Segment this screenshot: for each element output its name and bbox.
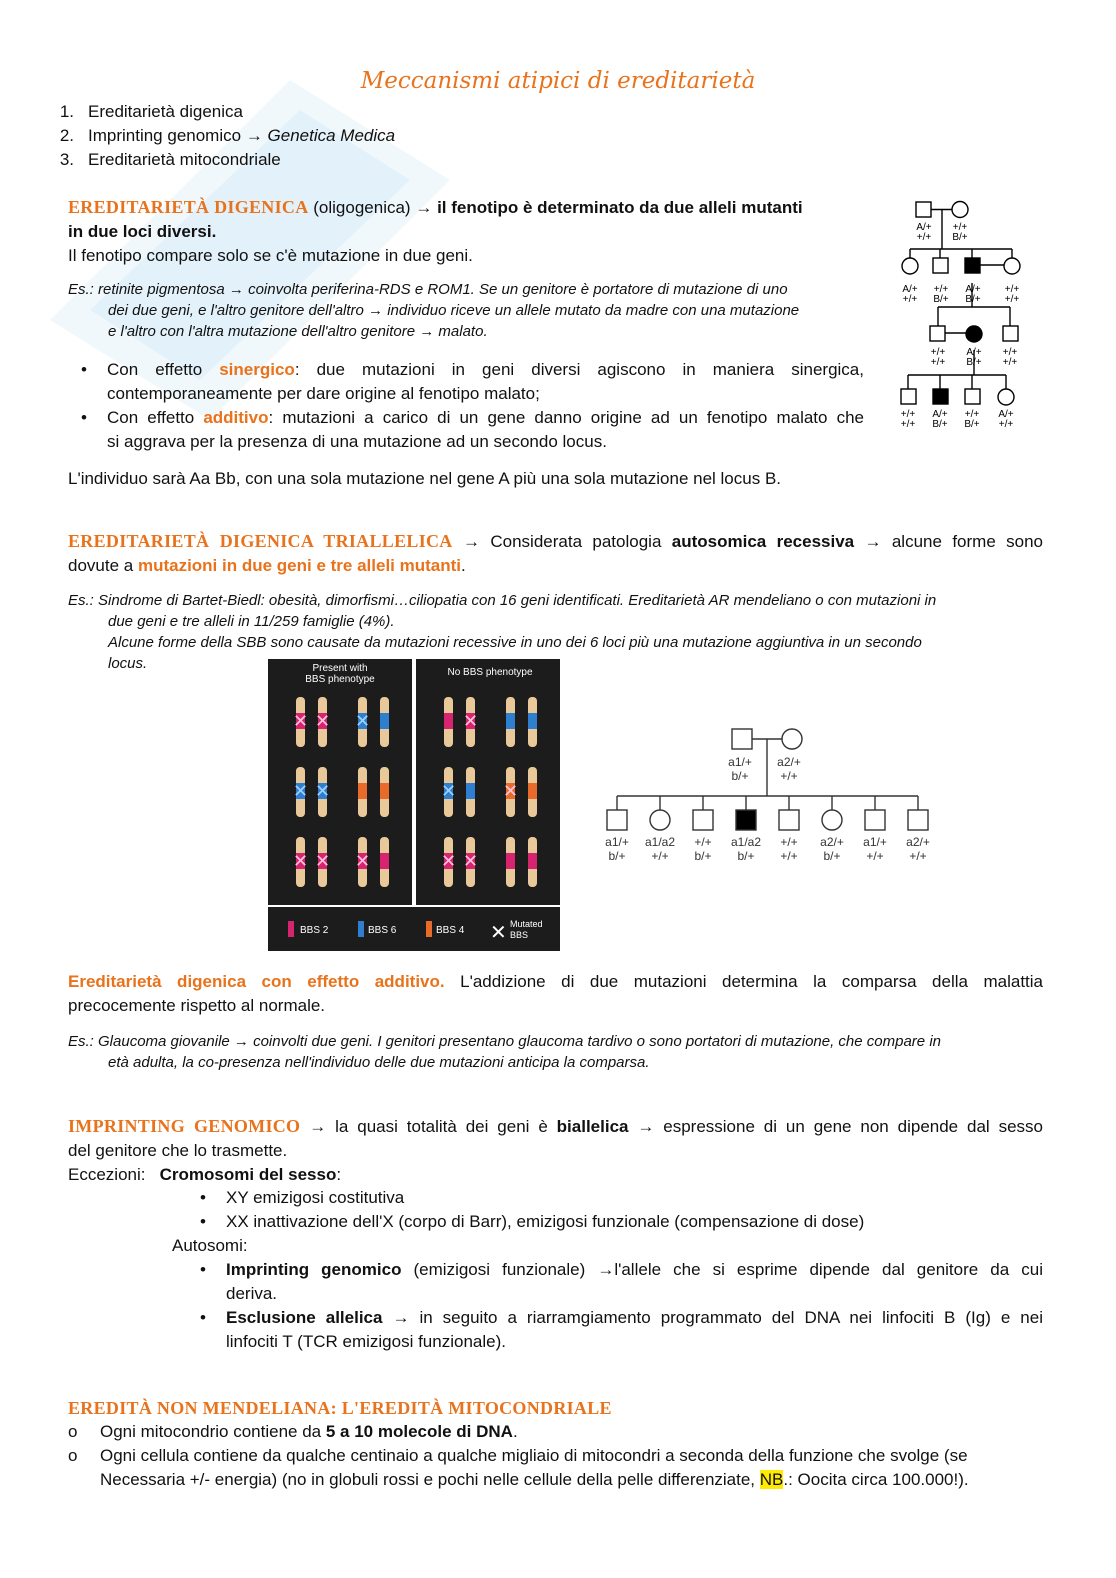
sex-chromosome-list: • XY emizigosi costitutiva • XX inattivazione dell'X (corpo di Barr), emizigosi funzionale (compensazione di dose) xyxy=(226,1186,1043,1234)
genotype-label: b/+ xyxy=(608,849,626,863)
pedigree-individual xyxy=(908,810,928,830)
section-heading: IMPRINTING GENOMICO xyxy=(68,1116,301,1136)
gene-band xyxy=(528,713,537,729)
genotype-label: A/+ xyxy=(932,409,948,420)
digenica-intro: EREDITARIETÀ DIGENICA (oligogenica) → il fenotipo è determinato da due alleli mutanti in due loci diversi. Il fenotipo compare solo se c'è mutazione in due geni. xyxy=(68,197,803,265)
genotype-label: b/+ xyxy=(694,849,712,863)
pedigree-triallelic xyxy=(598,722,938,872)
section-heading: Ereditarietà digenica con effetto additivo. xyxy=(68,972,445,991)
genotype-label: +/+ xyxy=(694,835,712,849)
gene-band xyxy=(466,783,475,799)
toc-list xyxy=(36,100,395,172)
section-heading: EREDITARIETÀ DIGENICA xyxy=(68,197,309,217)
mutation-x-icon: ✕ xyxy=(462,851,479,871)
genotype-label: +/+ xyxy=(916,232,932,243)
genotype-label: +/+ xyxy=(1002,357,1018,368)
toc-item: 2. Imprinting genomico → Genetica Medica xyxy=(59,126,396,145)
autosomi-list: • Imprinting genomico (emizigosi funzionale) →l'allele che si esprime dipende dal genitore da cui deriva. • Esclusione allelica → in seguito a riarramgiamento programmato del DNA nei linfociti B (Ig) e nei linfociti T (TCR emizigosi funzionale). xyxy=(226,1258,1043,1354)
genotype-label: +/+ xyxy=(866,849,884,863)
pedigree-individual xyxy=(693,810,713,830)
gene-band xyxy=(380,783,389,799)
digenica-example: Es.: retinite pigmentosa → coinvolta periferina-RDS e ROM1. Se un genitore è portatore di mutazione di uno dei due geni, e l'altro genitore dell'altro → individuo riceve un allele mutato da madre con una mutazione e l'altro con l'altra mutazione dell'altro genitore → malato. xyxy=(68,281,800,340)
genotype-label: +/+ xyxy=(952,222,968,233)
genotype-label: +/+ xyxy=(930,347,946,358)
genotype-label: +/+ xyxy=(780,835,798,849)
mutation-x-icon: ✕ xyxy=(440,851,457,871)
genotype-label: a2/+ xyxy=(820,835,844,849)
genotype-label: B/+ xyxy=(933,294,949,305)
panel-label: No BBS phenotype xyxy=(447,667,533,678)
mutation-x-icon: ✕ xyxy=(292,851,309,871)
digenica-summary: L'individuo sarà Aa Bb, con una sola mutazione nel gene A più una sola mutazione nel locus B. xyxy=(68,469,782,488)
triallelica-example: Es.: Sindrome di Bartet-Biedl: obesità, dimorfismi…ciliopatia con 16 geni identificati. Ereditarietà AR mendeliano o con mutazioni in due geni e tre alleli in 11/259 famiglie (4%). Alcune forme della SBB sono causate da mutazioni recessive in uno dei 6 loci più una mutazione aggiuntiva in un secondo locus. xyxy=(68,592,937,672)
genotype-label: a2/+ xyxy=(777,755,801,769)
legend-label: Mutated xyxy=(510,919,543,929)
genotype-label: +/+ xyxy=(780,769,798,783)
gene-band xyxy=(506,853,515,869)
mutation-x-icon: ✕ xyxy=(502,781,519,801)
pedigree-individual xyxy=(779,810,799,830)
gene-band xyxy=(444,713,453,729)
panel-label: Present with xyxy=(312,663,368,674)
panel-label: BBS phenotype xyxy=(305,674,375,685)
pedigree-individual xyxy=(650,810,670,830)
pedigree-individual xyxy=(736,810,756,830)
genotype-label: B/+ xyxy=(965,294,981,305)
genotype-label: +/+ xyxy=(1004,284,1020,295)
mutation-x-icon: ✕ xyxy=(440,781,457,801)
gene-band xyxy=(380,853,389,869)
legend-label: BBS 4 xyxy=(436,925,465,936)
genotype-label: a1/+ xyxy=(728,755,752,769)
mutation-x-icon: ✕ xyxy=(354,851,371,871)
gene-band xyxy=(358,783,367,799)
genotype-label: +/+ xyxy=(651,849,669,863)
mutated-x-icon: ✕ xyxy=(490,922,507,944)
gene-band xyxy=(506,713,515,729)
imprinting-section: IMPRINTING GENOMICO → la quasi totalità dei geni è biallelica → espressione di un gene non dipende dal sesso del genitore che lo trasmette. Eccezioni: Cromosomi del sesso: xyxy=(68,1116,1043,1184)
genotype-label: a1/+ xyxy=(863,835,887,849)
triallelica-intro: EREDITARIETÀ DIGENICA TRIALLELICA → Considerata patologia autosomica recessiva → alcune forme sono dovute a mutazioni in due geni e tre alleli mutanti. xyxy=(68,531,1043,575)
genotype-label: A/+ xyxy=(998,409,1014,420)
bbs-chromosome-figure xyxy=(268,659,560,951)
mutation-x-icon: ✕ xyxy=(462,711,479,731)
genotype-label: a2/+ xyxy=(906,835,930,849)
genotype-label: b/+ xyxy=(823,849,841,863)
gene-band xyxy=(528,783,537,799)
mutation-x-icon: ✕ xyxy=(314,851,331,871)
genotype-label: +/+ xyxy=(1004,294,1020,305)
mutation-x-icon: ✕ xyxy=(292,711,309,731)
legend-label: BBS xyxy=(510,930,529,940)
genotype-label: +/+ xyxy=(900,409,916,420)
genotype-label: b/+ xyxy=(731,769,749,783)
mutation-x-icon: ✕ xyxy=(354,711,371,731)
nb-highlight: NB xyxy=(759,1470,784,1489)
genotype-label: A/+ xyxy=(966,347,982,358)
genotype-label: a1/+ xyxy=(605,835,629,849)
toc-item: 1. Ereditarietà digenica xyxy=(59,102,243,121)
legend-label: BBS 2 xyxy=(300,925,329,936)
pedigree-digenic xyxy=(890,195,1040,435)
genotype-label: A/+ xyxy=(902,284,918,295)
genotype-label: B/+ xyxy=(964,419,980,430)
genotype-label: +/+ xyxy=(1002,347,1018,358)
mutation-x-icon: ✕ xyxy=(314,711,331,731)
toc-item: 3. Ereditarietà mitocondriale xyxy=(59,150,281,169)
genotype-label: A/+ xyxy=(916,222,932,233)
genotype-label: +/+ xyxy=(964,409,980,420)
digenica-bullets: • Con effetto sinergico: due mutazioni in geni diversi agiscono in maniera sinergica, contemporaneamente per dare origine al fenotipo malato; • Con effetto additivo: mutazioni a carico di un gene danno origine ad un fenotipo malato che si aggrava per la presenza di una mutazione ad un secondo locus. xyxy=(107,358,864,454)
section-heading: EREDITÀ NON MENDELIANA: L'EREDITÀ MITOCONDRIALE xyxy=(68,1398,612,1418)
genotype-label: +/+ xyxy=(900,419,916,430)
genotype-label: +/+ xyxy=(909,849,927,863)
genotype-label: b/+ xyxy=(737,849,755,863)
genotype-label: B/+ xyxy=(932,419,948,430)
legend-label: BBS 6 xyxy=(368,925,397,936)
genotype-label: +/+ xyxy=(933,284,949,295)
additivo-section: Ereditarietà digenica con effetto additivo. L'addizione di due mutazioni determina la comparsa della malattia precocemente rispetto al normale. xyxy=(68,972,1043,1015)
genotype-label: +/+ xyxy=(780,849,798,863)
genotype-label: B/+ xyxy=(952,232,968,243)
mito-list: o Ogni mitocondrio contiene da 5 a 10 molecole di DNA. o Ogni cellula contiene da qualche centinaio a qualche migliaio di mitocondri a seconda della funzione che svolge (se Necessaria +/- energia) (no in globuli rossi e pochi nelle cellule della pelle differenziate, NB.: Oocita circa 100.000!). xyxy=(68,1422,969,1489)
mutation-x-icon: ✕ xyxy=(292,781,309,801)
genotype-label: +/+ xyxy=(998,419,1014,430)
genotype-label: +/+ xyxy=(930,357,946,368)
mutation-x-icon: ✕ xyxy=(314,781,331,801)
genotype-label: B/+ xyxy=(966,357,982,368)
pedigree-individual xyxy=(607,810,627,830)
gene-band xyxy=(380,713,389,729)
page-title: Meccanismi atipici di ereditarietà xyxy=(360,68,756,94)
genotype-label: +/+ xyxy=(902,294,918,305)
additivo-example: Es.: Glaucoma giovanile → coinvolti due geni. I genitori presentano glaucoma tardivo o sono portatori di mutazione, che compare in età adulta, la co-presenza nell'individuo delle due mutazioni anticipa la comparsa. xyxy=(68,1033,941,1071)
gene-band xyxy=(528,853,537,869)
genotype-label: a1/a2 xyxy=(644,835,676,849)
genotype-label: a1/a2 xyxy=(730,835,762,849)
autosomi-label: Autosomi: xyxy=(172,1236,248,1255)
section-heading: EREDITARIETÀ DIGENICA TRIALLELICA xyxy=(68,531,453,551)
pedigree-individual xyxy=(865,810,885,830)
genotype-label: A/+ xyxy=(965,284,981,295)
pedigree-individual xyxy=(822,810,842,830)
